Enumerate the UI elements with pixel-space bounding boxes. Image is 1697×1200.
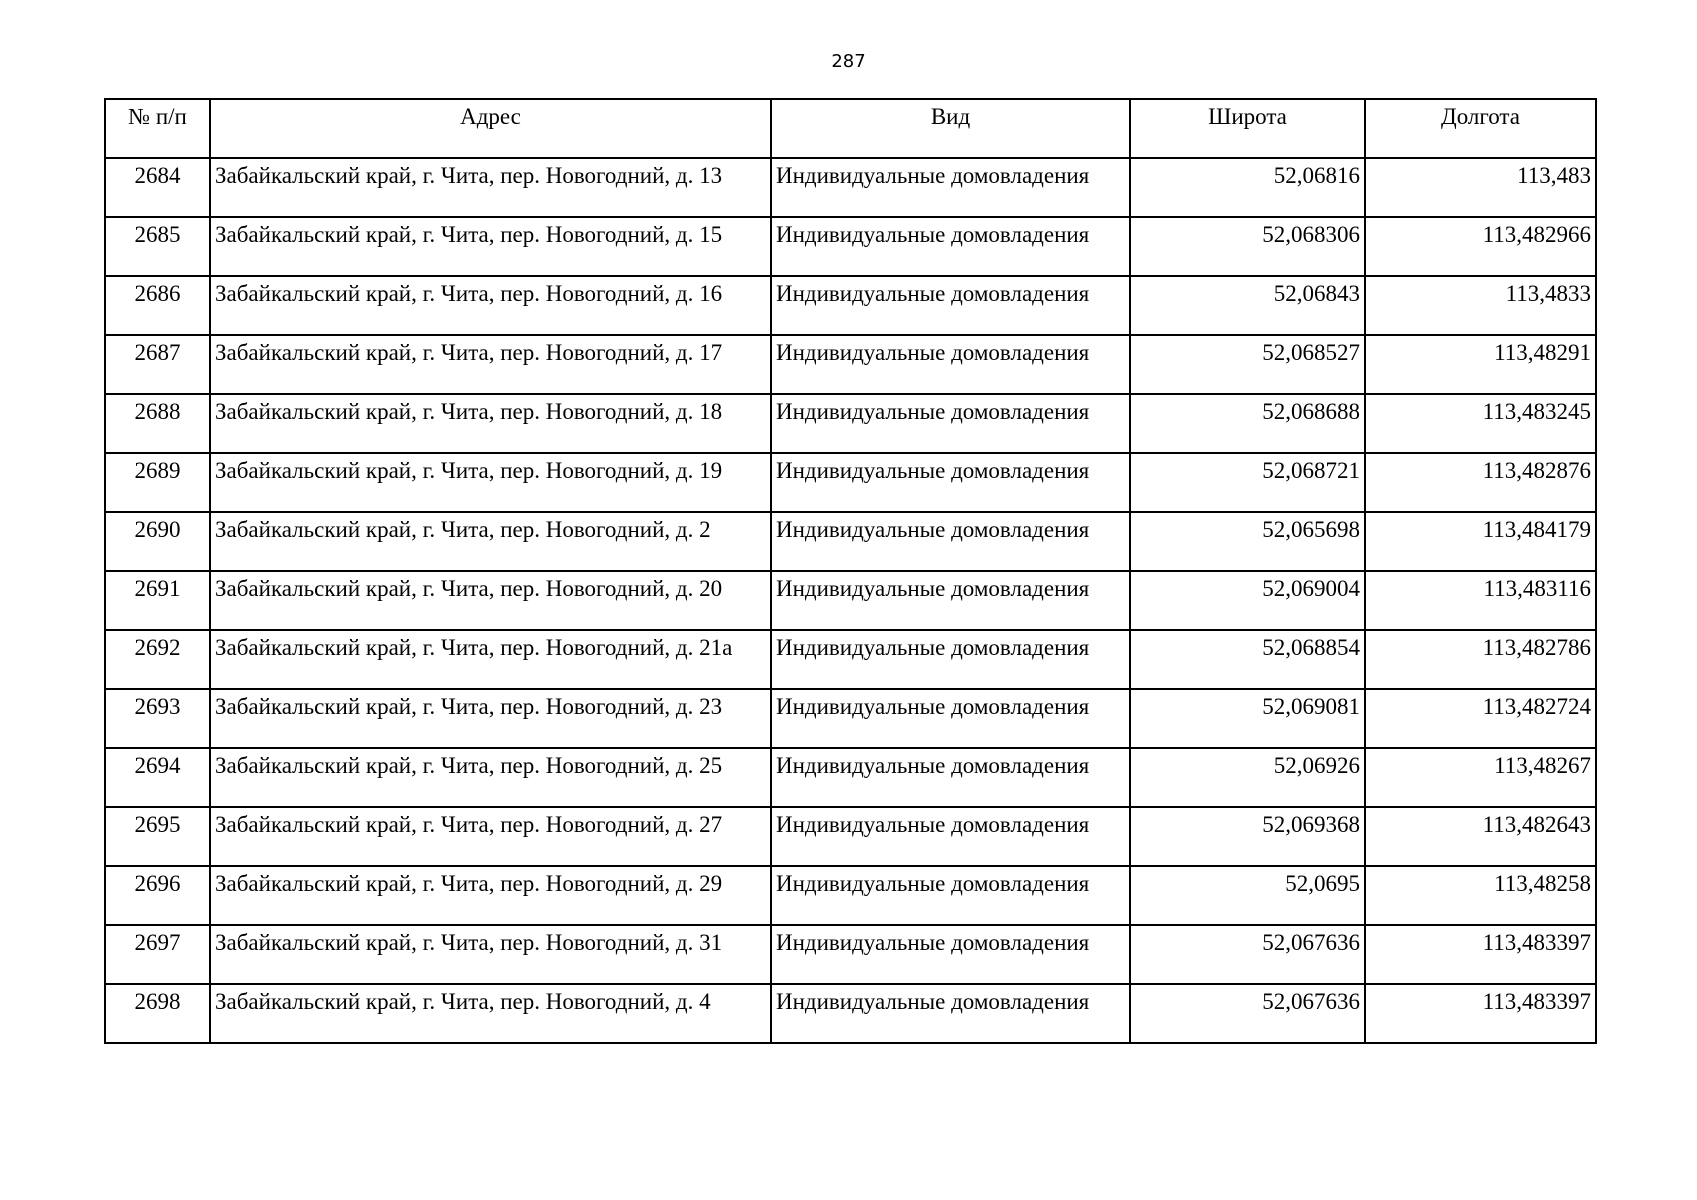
table-row bbox=[105, 335, 1596, 394]
row-lon: 113,483245 bbox=[1365, 394, 1596, 453]
table-row bbox=[105, 394, 1596, 453]
row-num: 2685 bbox=[105, 217, 210, 276]
table-row bbox=[105, 630, 1596, 689]
row-lat: 52,06926 bbox=[1130, 748, 1365, 807]
row-lon: 113,482786 bbox=[1365, 630, 1596, 689]
row-lat: 52,0695 bbox=[1130, 866, 1365, 925]
row-lon: 113,482966 bbox=[1365, 217, 1596, 276]
header-address: Адрес bbox=[210, 99, 771, 158]
row-num: 2691 bbox=[105, 571, 210, 630]
row-address: Забайкальский край, г. Чита, пер. Новогодний, д. 21а bbox=[210, 630, 771, 689]
row-num: 2695 bbox=[105, 807, 210, 866]
row-kind: Индивидуальные домовладения bbox=[771, 512, 1130, 571]
row-lon: 113,482876 bbox=[1365, 453, 1596, 512]
table-row bbox=[105, 571, 1596, 630]
row-lon: 113,483 bbox=[1365, 158, 1596, 217]
row-kind: Индивидуальные домовладения bbox=[771, 158, 1130, 217]
row-lat: 52,065698 bbox=[1130, 512, 1365, 571]
table-row bbox=[105, 984, 1596, 1043]
header-num: № п/п bbox=[105, 99, 210, 158]
row-num: 2687 bbox=[105, 335, 210, 394]
row-lon: 113,48291 bbox=[1365, 335, 1596, 394]
row-lat: 52,067636 bbox=[1130, 925, 1365, 984]
row-lon: 113,4833 bbox=[1365, 276, 1596, 335]
row-lat: 52,069368 bbox=[1130, 807, 1365, 866]
row-address: Забайкальский край, г. Чита, пер. Новогодний, д. 25 bbox=[210, 748, 771, 807]
table-row bbox=[105, 866, 1596, 925]
address-table bbox=[104, 98, 1597, 1044]
page-number: 287 bbox=[831, 51, 866, 72]
table-row bbox=[105, 512, 1596, 571]
row-address: Забайкальский край, г. Чита, пер. Новогодний, д. 15 bbox=[210, 217, 771, 276]
header-kind: Вид bbox=[771, 99, 1130, 158]
row-lat: 52,06843 bbox=[1130, 276, 1365, 335]
row-kind: Индивидуальные домовладения bbox=[771, 925, 1130, 984]
header-lat: Широта bbox=[1130, 99, 1365, 158]
row-kind: Индивидуальные домовладения bbox=[771, 217, 1130, 276]
table-row bbox=[105, 453, 1596, 512]
row-num: 2684 bbox=[105, 158, 210, 217]
row-lon: 113,483397 bbox=[1365, 925, 1596, 984]
table-row bbox=[105, 158, 1596, 217]
row-lat: 52,068306 bbox=[1130, 217, 1365, 276]
row-kind: Индивидуальные домовладения bbox=[771, 984, 1130, 1043]
row-kind: Индивидуальные домовладения bbox=[771, 453, 1130, 512]
row-num: 2698 bbox=[105, 984, 210, 1043]
row-address: Забайкальский край, г. Чита, пер. Новогодний, д. 29 bbox=[210, 866, 771, 925]
row-num: 2690 bbox=[105, 512, 210, 571]
row-address: Забайкальский край, г. Чита, пер. Новогодний, д. 31 bbox=[210, 925, 771, 984]
table-row bbox=[105, 217, 1596, 276]
row-address: Забайкальский край, г. Чита, пер. Новогодний, д. 19 bbox=[210, 453, 771, 512]
row-lat: 52,068721 bbox=[1130, 453, 1365, 512]
table-row bbox=[105, 689, 1596, 748]
table-row bbox=[105, 748, 1596, 807]
row-lat: 52,068688 bbox=[1130, 394, 1365, 453]
row-kind: Индивидуальные домовладения bbox=[771, 276, 1130, 335]
row-address: Забайкальский край, г. Чита, пер. Новогодний, д. 17 bbox=[210, 335, 771, 394]
row-num: 2686 bbox=[105, 276, 210, 335]
table-row bbox=[105, 276, 1596, 335]
row-address: Забайкальский край, г. Чита, пер. Новогодний, д. 2 bbox=[210, 512, 771, 571]
row-lat: 52,068854 bbox=[1130, 630, 1365, 689]
row-num: 2694 bbox=[105, 748, 210, 807]
header-row bbox=[105, 99, 1596, 158]
row-num: 2688 bbox=[105, 394, 210, 453]
row-lat: 52,06816 bbox=[1130, 158, 1365, 217]
row-lat: 52,068527 bbox=[1130, 335, 1365, 394]
row-num: 2693 bbox=[105, 689, 210, 748]
row-lat: 52,069081 bbox=[1130, 689, 1365, 748]
row-lon: 113,482724 bbox=[1365, 689, 1596, 748]
table-row bbox=[105, 925, 1596, 984]
row-address: Забайкальский край, г. Чита, пер. Новогодний, д. 20 bbox=[210, 571, 771, 630]
row-num: 2696 bbox=[105, 866, 210, 925]
row-address: Забайкальский край, г. Чита, пер. Новогодний, д. 13 bbox=[210, 158, 771, 217]
row-address: Забайкальский край, г. Чита, пер. Новогодний, д. 23 bbox=[210, 689, 771, 748]
row-address: Забайкальский край, г. Чита, пер. Новогодний, д. 4 bbox=[210, 984, 771, 1043]
row-kind: Индивидуальные домовладения bbox=[771, 571, 1130, 630]
row-kind: Индивидуальные домовладения bbox=[771, 335, 1130, 394]
header-lon: Долгота bbox=[1365, 99, 1596, 158]
row-lon: 113,482643 bbox=[1365, 807, 1596, 866]
row-address: Забайкальский край, г. Чита, пер. Новогодний, д. 27 bbox=[210, 807, 771, 866]
row-num: 2689 bbox=[105, 453, 210, 512]
row-lat: 52,069004 bbox=[1130, 571, 1365, 630]
row-lon: 113,48258 bbox=[1365, 866, 1596, 925]
row-num: 2692 bbox=[105, 630, 210, 689]
row-kind: Индивидуальные домовладения bbox=[771, 630, 1130, 689]
row-kind: Индивидуальные домовладения bbox=[771, 394, 1130, 453]
row-lon: 113,48267 bbox=[1365, 748, 1596, 807]
row-kind: Индивидуальные домовладения bbox=[771, 748, 1130, 807]
table-body bbox=[105, 158, 1596, 1043]
table-row bbox=[105, 807, 1596, 866]
row-kind: Индивидуальные домовладения bbox=[771, 689, 1130, 748]
row-kind: Индивидуальные домовладения bbox=[771, 866, 1130, 925]
row-lat: 52,067636 bbox=[1130, 984, 1365, 1043]
row-lon: 113,484179 bbox=[1365, 512, 1596, 571]
row-num: 2697 bbox=[105, 925, 210, 984]
row-kind: Индивидуальные домовладения bbox=[771, 807, 1130, 866]
row-address: Забайкальский край, г. Чита, пер. Новогодний, д. 18 bbox=[210, 394, 771, 453]
row-lon: 113,483116 bbox=[1365, 571, 1596, 630]
row-lon: 113,483397 bbox=[1365, 984, 1596, 1043]
row-address: Забайкальский край, г. Чита, пер. Новогодний, д. 16 bbox=[210, 276, 771, 335]
